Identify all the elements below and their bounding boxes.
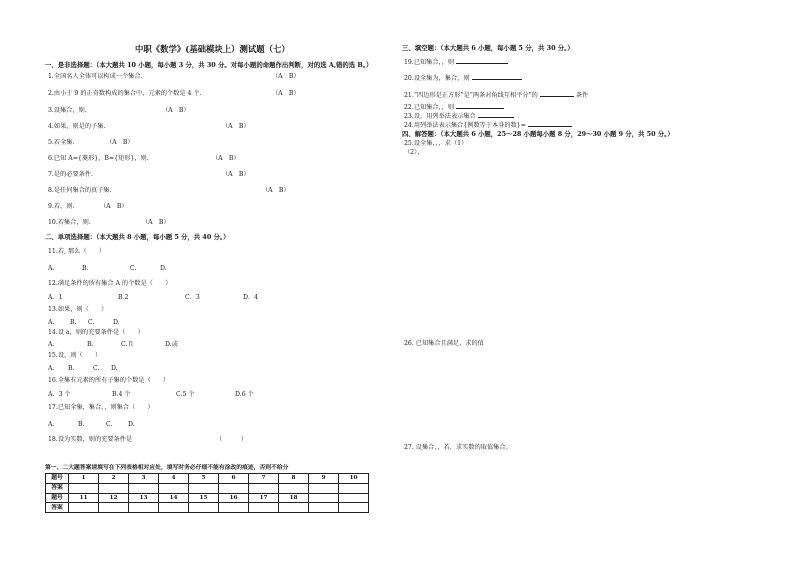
question-2-choice: （A B）	[272, 90, 300, 97]
answer-cell[interactable]	[279, 483, 309, 493]
answer-cell	[309, 493, 339, 503]
question-15-option-a: A.	[48, 365, 55, 372]
question-7-choice: （A B）	[222, 171, 250, 178]
question-14: 14.设 a，则的充要条件是（ ）	[48, 329, 144, 336]
answer-table-num-7: 7	[249, 474, 279, 484]
question-8: 8.是任何集合的真子集．	[48, 187, 116, 194]
question-11-option-c: C.	[130, 265, 137, 272]
question-21-blank[interactable]	[540, 90, 574, 97]
answer-cell	[309, 503, 339, 513]
answer-table-label-num: 题号	[46, 474, 69, 484]
answer-table-num-12: 12	[99, 493, 129, 503]
question-13-option-d: D.	[113, 319, 120, 326]
answer-table-row	[46, 493, 369, 503]
question-18-paren: （ ）	[216, 436, 247, 443]
answer-table-num-15: 15	[189, 493, 219, 503]
answer-table-num-18: 18	[279, 493, 309, 503]
question-15-option-b: B.	[68, 365, 75, 372]
question-9: 9.若，则.	[48, 203, 75, 210]
question-6: 6.已知 A={菱形}，B={矩形}，则.	[48, 155, 149, 162]
answer-table-num-16: 16	[219, 493, 249, 503]
question-4-choice: （A B）	[222, 123, 250, 130]
answer-table-label-ans: 答案	[46, 483, 69, 493]
question-22-text: 22.已知集合，，则	[404, 104, 455, 111]
question-3: 3.设集合，则.	[48, 107, 87, 114]
question-3-choice: （A B）	[162, 107, 190, 114]
answer-table-row	[46, 483, 369, 493]
answer-cell[interactable]	[249, 503, 279, 513]
question-1: 1.全国名人全体可以构成一个集合.	[48, 73, 143, 80]
question-13-option-c: C.	[88, 319, 95, 326]
question-11: 11.若, 那么（ ）	[48, 248, 106, 255]
question-24-blank[interactable]	[528, 120, 572, 127]
question-18: 18.设为实数，则的充要条件是	[48, 436, 133, 443]
question-21	[404, 90, 588, 100]
section2-heading: 二、单项选择题：（本大题共 8 小题，每小题 5 分，共 40 分。）	[45, 233, 230, 241]
question-20-text: 20.设全集为，集合，则	[404, 75, 470, 82]
question-27: 27. 设集合，，若，求实数的取值集合。	[404, 444, 512, 451]
answer-cell[interactable]	[129, 503, 159, 513]
question-5: 5.若全集.	[48, 139, 75, 146]
question-13-option-a: A.	[48, 319, 55, 326]
answer-table-num-14: 14	[159, 493, 189, 503]
answer-table-num-1: 1	[69, 474, 99, 484]
question-5-choice: （A B）	[106, 139, 134, 146]
answer-table-num-6: 6	[219, 474, 249, 484]
answer-cell	[339, 493, 369, 503]
question-10-choice: （A B）	[142, 219, 170, 226]
question-24-text: 24.用列举法表示集合{例数等于本身的数}=	[404, 122, 526, 129]
question-16-option-b: B.4 个	[112, 391, 131, 398]
answer-cell[interactable]	[129, 483, 159, 493]
section4-heading: 四、解答题：（本大题共 6 小题，25～28 小题每小题 8 分，29～30 小题 9 分，共 50 分。）	[402, 130, 674, 138]
question-12-option-b: B.2	[118, 294, 129, 301]
question-11-option-b: B.	[82, 265, 89, 272]
question-13: 13.如果，则（ ）	[48, 306, 108, 313]
answer-cell[interactable]	[339, 483, 369, 493]
answer-cell[interactable]	[159, 503, 189, 513]
question-14-option-c: C.且	[121, 341, 134, 348]
question-12-option-d: D．4	[243, 294, 259, 301]
answer-cell[interactable]	[219, 483, 249, 493]
answer-table-num-4: 4	[159, 474, 189, 484]
question-19-blank[interactable]	[456, 57, 508, 64]
question-16-option-a: A．3 个	[48, 391, 71, 398]
question-1-choice: （A B）	[272, 73, 300, 80]
answer-table-row	[46, 503, 369, 513]
question-22-blank[interactable]	[456, 102, 504, 109]
answer-table-num-10: 10	[339, 474, 369, 484]
question-8-choice: （A B）	[262, 187, 290, 194]
answer-cell[interactable]	[159, 483, 189, 493]
question-9-choice: （A B）	[100, 203, 128, 210]
question-4: 4.如果，则是的子集.	[48, 123, 106, 130]
question-17-option-c: C.	[106, 421, 113, 428]
answer-cell[interactable]	[279, 503, 309, 513]
question-21-suffix: 条件	[575, 92, 589, 99]
section1-heading: 一、是非选择题：（本大题共 10 小题，每小题 3 分，共 30 分。对每小题的命题作出判断，对的选 A,错的选 B。）	[45, 61, 373, 69]
question-7: 7.是的必要条件.	[48, 171, 93, 178]
question-20-blank[interactable]	[472, 73, 522, 80]
answer-cell[interactable]	[99, 503, 129, 513]
answer-table-num-3: 3	[129, 474, 159, 484]
question-12-option-a: A．1	[48, 294, 63, 301]
question-26: 26. 已知集合且满足，求的值	[404, 340, 484, 347]
question-14-option-a: A.	[48, 341, 55, 348]
answer-cell[interactable]	[249, 483, 279, 493]
answer-table	[45, 473, 369, 513]
question-17-option-a: A.	[48, 421, 55, 428]
question-17-option-b: B.	[78, 421, 85, 428]
answer-table-num-13: 13	[129, 493, 159, 503]
question-11-option-d: D.	[160, 265, 167, 272]
question-6-choice: （A B）	[212, 155, 240, 162]
question-20	[404, 73, 522, 83]
question-17-option-d: D.	[128, 421, 135, 428]
answer-table-num-11: 11	[69, 493, 99, 503]
question-16: 16.全集有元素的所有子集的个数是（ ）	[48, 377, 170, 384]
question-12: 12.满足条件的所有集合 A 的个数是（ ）	[48, 280, 172, 287]
question-2: 2.由小于 9 的正奇数构成的集合中，元素的个数是 4 个.	[48, 90, 202, 97]
answer-table-num-17: 17	[249, 493, 279, 503]
question-15-option-c: C.	[93, 365, 100, 372]
question-21-text: 21.“四边形是正方形”是“两条对角线互相平分”的	[404, 92, 538, 99]
question-13-option-b: B.	[70, 319, 77, 326]
question-25-part2: （2），	[404, 149, 424, 156]
section3-heading: 三、填空题：（本大题共 6 小题，每小题 5 分，共 30 分。）	[402, 44, 574, 52]
question-19	[404, 57, 508, 67]
answer-cell[interactable]	[219, 503, 249, 513]
answer-table-label-num: 题号	[46, 493, 69, 503]
question-19-text: 19.已知集合，，则	[404, 59, 455, 66]
question-23-text: 23.设，用列举法表示集合	[404, 113, 476, 120]
question-14-option-b: B.	[87, 341, 94, 348]
question-16-option-d: D.6 个	[235, 391, 254, 398]
answer-cell	[339, 503, 369, 513]
answer-note: 第一、二大题答案请填写在下列表格相对应处，填写时务必仔细不能有涂改的痕迹，否则不给分	[45, 465, 289, 471]
answer-cell[interactable]	[189, 503, 219, 513]
question-15-option-d: D.	[111, 365, 118, 372]
answer-cell[interactable]	[69, 503, 99, 513]
question-17: 17.已知全集，集合，，则集合（ ）	[48, 404, 154, 411]
question-24	[404, 120, 572, 130]
answer-table-label-ans: 答案	[46, 503, 69, 513]
answer-table-num-8: 8	[279, 474, 309, 484]
question-25: 25.设全集，，，求（1）	[404, 140, 468, 147]
page-title: 中职《数学》(基础模块上）测试题（七）	[135, 44, 290, 54]
question-10: 10.若集合，则.	[48, 219, 91, 226]
answer-table-num-9: 9	[309, 474, 339, 484]
question-12-option-c: C．3	[185, 294, 200, 301]
question-16-option-c: C.5 个	[176, 391, 195, 398]
answer-cell[interactable]	[99, 483, 129, 493]
question-11-option-a: A.	[48, 265, 55, 272]
answer-table-num-2: 2	[99, 474, 129, 484]
answer-table-num-5: 5	[189, 474, 219, 484]
answer-cell[interactable]	[189, 483, 219, 493]
question-23-blank[interactable]	[478, 111, 514, 118]
answer-table-row	[46, 474, 369, 484]
question-15: 15.设，则（ ）	[48, 352, 102, 359]
question-14-option-d: D.或	[165, 341, 178, 348]
answer-cell[interactable]	[309, 483, 339, 493]
answer-cell[interactable]	[69, 483, 99, 493]
